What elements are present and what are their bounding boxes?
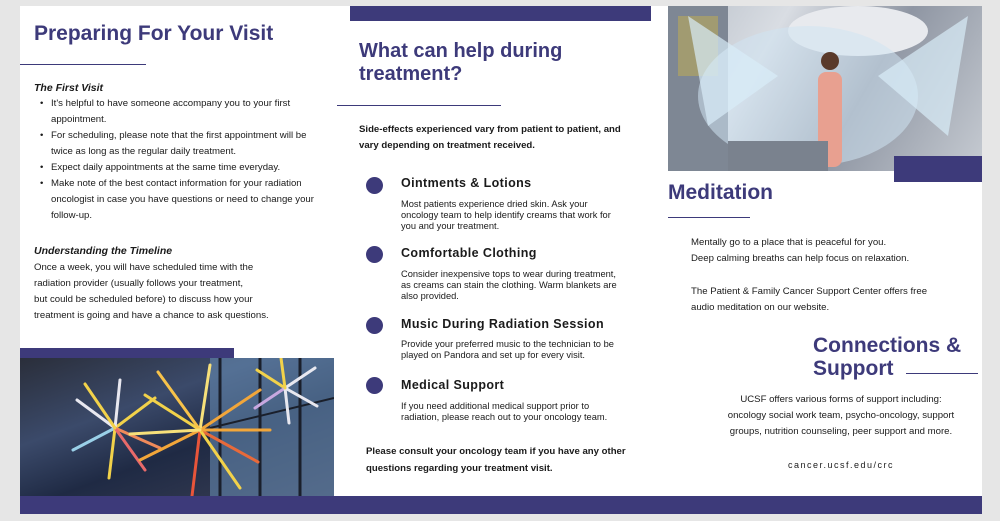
bottom-accent-bar	[20, 496, 982, 514]
first-visit-list	[34, 96, 324, 224]
list-item: • Make note of the best contact information for your radiation oncologist in case you have questions or need to change your follow-up.	[34, 176, 324, 224]
bullet-dot-icon	[366, 377, 383, 394]
meditation-text: Mentally go to a place that is peaceful for you. Deep calming breaths can help focus on relaxation.	[691, 237, 910, 264]
bullet-dot-icon	[366, 177, 383, 194]
item-title: Medical Support	[401, 378, 505, 392]
preparing-title: Preparing For Your Visit	[34, 22, 274, 45]
list-item: • It's helpful to have someone accompany you to your first appointment.	[34, 96, 324, 128]
meditation-title-rule	[668, 217, 750, 218]
item-text: Provide your preferred music to the technician to be played on Pandora and set up for every visit.	[401, 339, 614, 360]
brochure-page	[20, 6, 982, 514]
treatment-help-title: What can help during treatment?	[359, 40, 563, 85]
first-visit-heading: The First Visit	[34, 82, 104, 94]
preparing-title-rule	[20, 64, 146, 65]
list-item: • For scheduling, please note that the first appointment will be twice as long as the regular daily treatment.	[34, 128, 324, 160]
timeline-heading: Understanding the Timeline	[34, 245, 173, 257]
photo-accent-bar	[894, 156, 982, 182]
left-accent-bar	[20, 348, 234, 358]
treatment-title-rule	[337, 105, 501, 106]
list-item: • Expect daily appointments at the same time everyday.	[34, 160, 324, 176]
light-sculpture-photo	[20, 358, 334, 496]
treatment-intro: Side-effects experienced vary from patient to patient, and vary depending on treatment received.	[359, 124, 621, 151]
support-center-text: The Patient & Family Cancer Support Center offers free audio meditation on our website.	[691, 286, 928, 313]
bullet-dot-icon	[366, 317, 383, 334]
connections-title-rule	[906, 373, 978, 374]
connections-text: UCSF offers various forms of support including: oncology social work team, psycho-oncology, support groups, nutrition counseling, peer support and more.	[727, 394, 955, 437]
meditation-photo	[668, 6, 982, 171]
closing-note: Please consult your oncology team if you have any other questions regarding your treatment visit.	[366, 446, 626, 474]
person-with-wings-illustration	[668, 6, 982, 171]
starburst-illustration	[20, 358, 334, 496]
bullet-dot-icon	[366, 246, 383, 263]
website-link[interactable]: cancer.ucsf.edu/crc	[787, 460, 895, 470]
middle-accent-bar	[350, 6, 651, 21]
item-title: Ointments & Lotions	[401, 176, 532, 190]
item-title: Music During Radiation Session	[401, 317, 604, 331]
item-text: Most patients experience dried skin. Ask your oncology team to help identify creams that work for you and your treatment.	[401, 199, 611, 231]
item-text: Consider inexpensive tops to wear during treatment, as creams can stain the clothing. Warm blankets are also provided.	[401, 269, 617, 301]
timeline-text: Once a week, you will have scheduled time with the radiation provider (usually follows your treatment, but could be scheduled before) to discuss how your treatment is going and have a chance to ask questions.	[34, 262, 269, 321]
item-title: Comfortable Clothing	[401, 246, 537, 260]
meditation-title: Meditation	[668, 181, 773, 204]
connections-title: Connections & Support	[813, 334, 962, 380]
item-text: If you need additional medical support prior to radiation, please reach out to your oncology team.	[401, 401, 608, 422]
